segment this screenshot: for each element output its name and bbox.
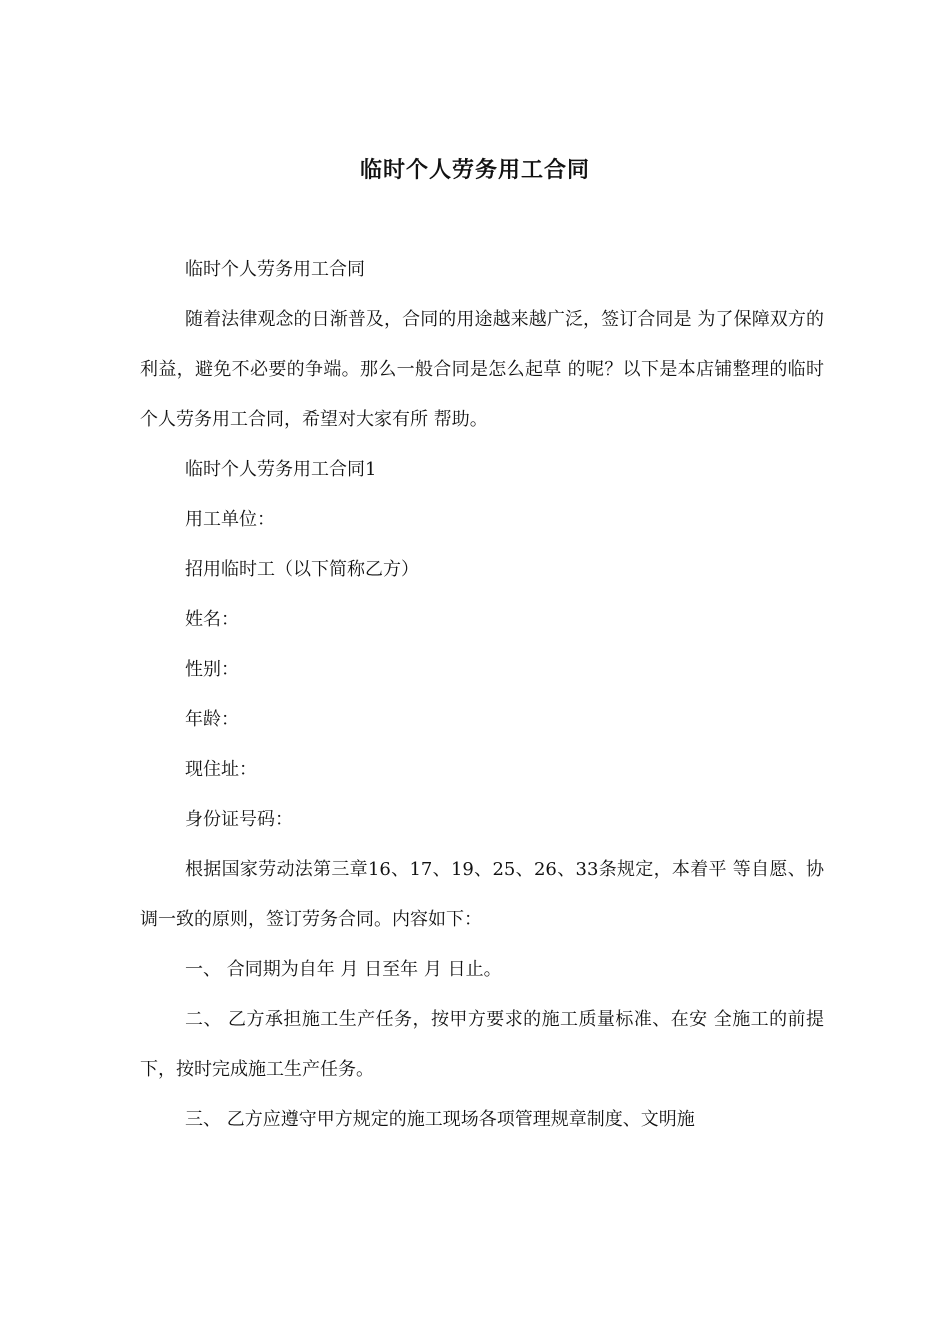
field-age: 年龄： <box>185 709 239 730</box>
paragraph-legal-basis: 根据国家劳动法第三章16、17、19、25、26、33条规定，本着平 等自愿、协调一致的原则，签订劳务合同。内容如下： <box>140 859 824 930</box>
field-address: 现住址： <box>185 759 257 780</box>
field-gender: 性别： <box>185 659 239 680</box>
field-id-number: 身份证号码： <box>185 809 293 830</box>
field-name: 姓名： <box>185 609 239 630</box>
document-body <box>140 245 824 1145</box>
document-title: 临时个人劳务用工合同 <box>359 158 590 183</box>
paragraph-heading: 临时个人劳务用工合同 <box>185 259 365 280</box>
clause-1: 一、 合同期为自年 月 日至年 月 日止。 <box>185 959 502 980</box>
paragraph-contract-1-title: 临时个人劳务用工合同1 <box>185 459 377 480</box>
clause-3: 三、 乙方应遵守甲方规定的施工现场各项管理规章制度、文明施 <box>185 1109 695 1130</box>
field-temp-worker: 招用临时工（以下简称乙方） <box>185 559 419 580</box>
field-employer: 用工单位： <box>185 509 275 530</box>
paragraph-intro: 随着法律观念的日渐普及，合同的用途越来越广泛，签订合同是 为了保障双方的利益，避免不必要的争端。那么一般合同是怎么起草 的呢？以下是本店铺整理的临时个人劳务用工合同，希望对大家有所 帮助。 <box>140 309 824 430</box>
clause-2: 二、 乙方承担施工生产任务，按甲方要求的施工质量标准、在安 全施工的前提下，按时完成施工生产任务。 <box>140 1009 824 1080</box>
